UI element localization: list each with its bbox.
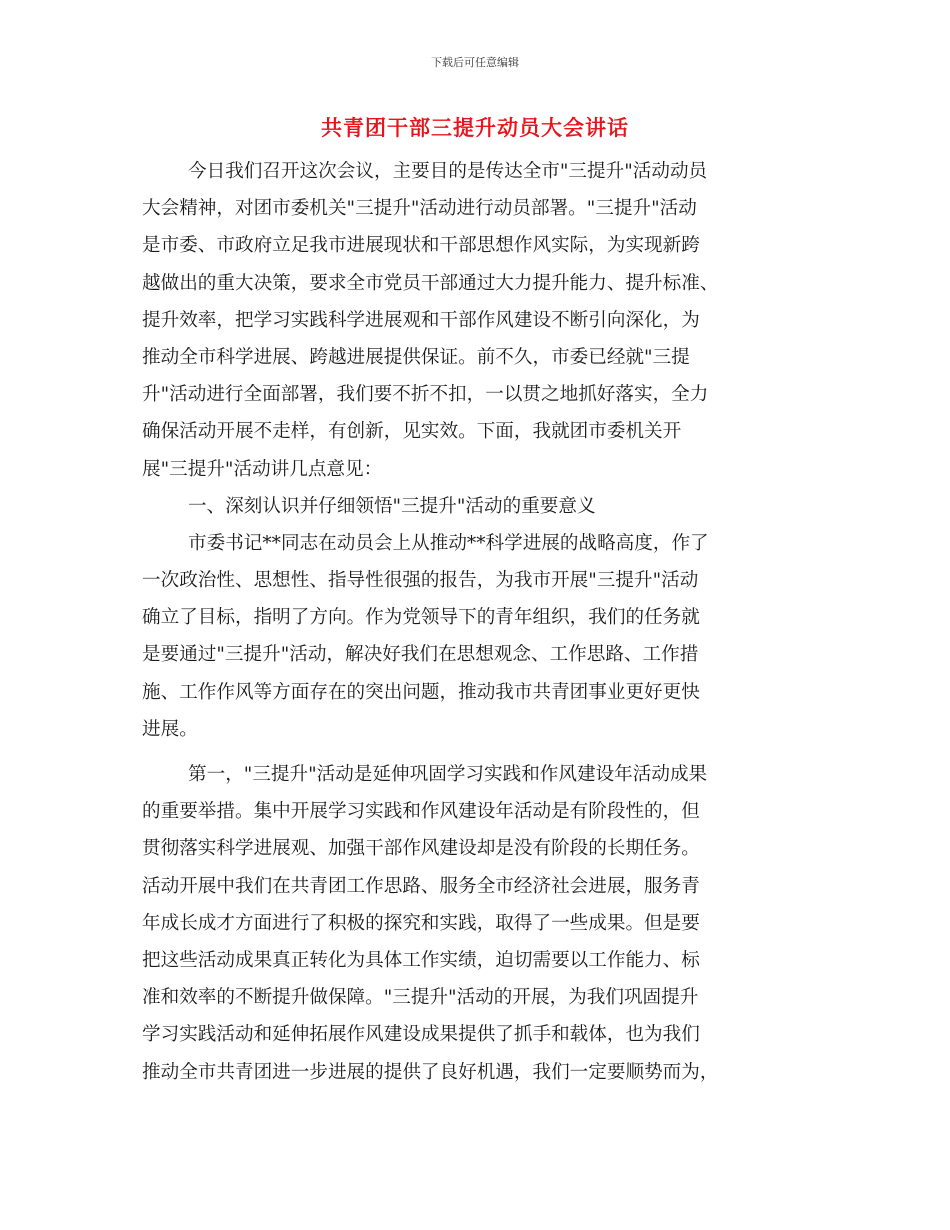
text-line: 的重要举措。集中开展学习实践和作风建设年活动是有阶段性的，但 xyxy=(142,801,700,823)
text-line: 市委书记**同志在动员会上从推动**科学进展的战略高度，作了 xyxy=(188,532,709,554)
page-header-note: 下载后可任意编辑 xyxy=(431,56,519,69)
text-line: 是要通过"三提升"活动，解决好我们在思想观念、工作思路、工作措 xyxy=(142,644,699,666)
text-line: 是市委、市政府立足我市进展现状和干部思想作风实际，为实现新跨 xyxy=(142,235,700,257)
text-line: 越做出的重大决策，要求全市党员干部通过大力提升能力、提升标准、 xyxy=(142,272,719,294)
document-body xyxy=(142,153,810,1091)
text-line: 活动开展中我们在共青团工作思路、服务全市经济社会进展，服务青 xyxy=(142,875,700,897)
document-title: 共青团干部三提升动员大会讲话 xyxy=(321,116,629,140)
section-heading: 一、深刻认识并仔细领悟"三提升"活动的重要意义 xyxy=(188,495,596,517)
text-line: 把这些活动成果真正转化为具体工作实绩，迫切需要以工作能力、标 xyxy=(142,949,700,971)
text-line: 展"三提升"活动讲几点意见： xyxy=(142,458,383,480)
text-line: 贯彻落实科学进展观、加强干部作风建设却是没有阶段的长期任务。 xyxy=(142,838,700,860)
text-line: 确立了目标，指明了方向。作为党领导下的青年组织，我们的任务就 xyxy=(142,607,700,629)
text-line: 今日我们召开这次会议，主要目的是传达全市"三提升"活动动员 xyxy=(188,161,708,182)
text-line: 第一，"三提升"活动是延伸巩固学习实践和作风建设年活动成果 xyxy=(188,764,708,785)
text-line: 施、工作作风等方面存在的突出问题，推动我市共青团事业更好更快 xyxy=(142,681,700,703)
text-line: 年成长成才方面进行了积极的探究和实践，取得了一些成果。但是要 xyxy=(142,912,700,934)
text-line: 进展。 xyxy=(142,718,198,740)
text-line: 大会精神，对团市委机关"三提升"活动进行动员部署。"三提升"活动 xyxy=(142,198,697,220)
text-line: 确保活动开展不走样，有创新，见实效。下面，我就团市委机关开 xyxy=(142,421,682,443)
text-line: 推动全市科学进展、跨越进展提供保证。前不久，市委已经就"三提 xyxy=(142,346,690,368)
text-line: 提升效率，把学习实践科学进展观和干部作风建设不断引向深化，为 xyxy=(142,309,700,331)
text-line: 准和效率的不断提升做保障。"三提升"活动的开展，为我们巩固提升 xyxy=(142,987,699,1009)
text-line: 升"活动进行全面部署，我们要不折不扣，一以贯之地抓好落实，全力 xyxy=(142,384,709,406)
text-line: 一次政治性、思想性、指导性很强的报告，为我市开展"三提升"活动 xyxy=(142,570,699,592)
text-line: 推动全市共青团进一步进展的提供了良好机遇，我们一定要顺势而为， xyxy=(142,1061,719,1083)
text-line: 学习实践活动和延伸拓展作风建设成果提供了抓手和载体，也为我们 xyxy=(142,1024,700,1046)
